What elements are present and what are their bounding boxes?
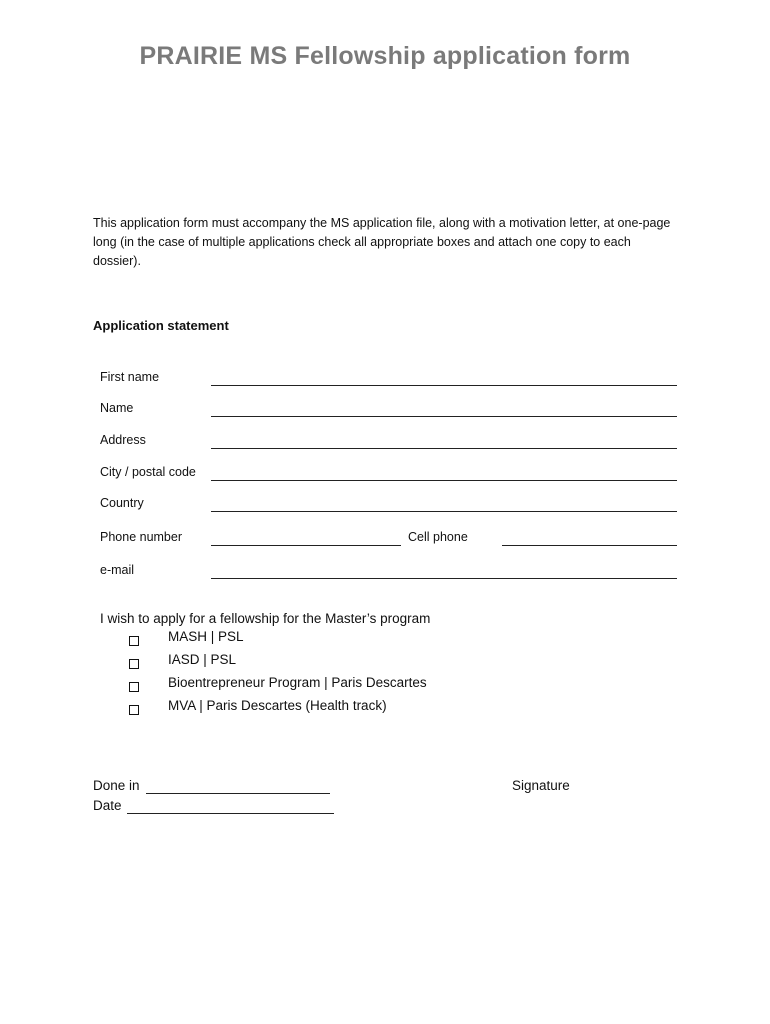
first-name-label: First name xyxy=(100,370,160,384)
programs-intro: I wish to apply for a fellowship for the Master’s program xyxy=(100,611,431,626)
address-label: Address xyxy=(100,433,146,447)
cell-phone-label: Cell phone xyxy=(408,530,468,544)
city-postal-code-field[interactable] xyxy=(211,480,677,481)
address-field[interactable] xyxy=(211,448,677,449)
checkbox-iasd-psl[interactable] xyxy=(129,659,139,669)
name-label: Name xyxy=(100,401,134,415)
phone-number-field[interactable] xyxy=(211,545,401,546)
date-field[interactable] xyxy=(127,813,334,814)
program-label-mash-psl: MASH | PSL xyxy=(168,629,244,644)
intro-paragraph: This application form must accompany the MS application file, along with a motivation letter, at one-page long (in the case of multiple applications check all appropriate boxes and attach one copy to each dossier). xyxy=(93,216,671,268)
done-in-label: Done in xyxy=(93,778,140,793)
section-title-application-statement: Application statement xyxy=(93,318,229,333)
first-name-field[interactable] xyxy=(211,385,677,386)
checkbox-mva-paris-descartes[interactable] xyxy=(129,705,139,715)
country-field[interactable] xyxy=(211,511,677,512)
signature-label: Signature xyxy=(512,778,570,793)
checkbox-mash-psl[interactable] xyxy=(129,636,139,646)
email-label: e-mail xyxy=(100,563,135,577)
program-label-bioentrepreneur: Bioentrepreneur Program | Paris Descartes xyxy=(168,675,427,690)
phone-number-label: Phone number xyxy=(100,530,183,544)
city-postal-code-label: City / postal code xyxy=(100,465,196,479)
date-label: Date xyxy=(93,798,122,813)
country-label: Country xyxy=(100,496,144,510)
cell-phone-field[interactable] xyxy=(502,545,677,546)
program-label-iasd-psl: IASD | PSL xyxy=(168,652,237,667)
program-label-mva-paris-descartes: MVA | Paris Descartes (Health track) xyxy=(168,698,387,713)
email-field[interactable] xyxy=(211,578,677,579)
page-title: PRAIRIE MS Fellowship application form xyxy=(139,42,631,70)
checkbox-bioentrepreneur[interactable] xyxy=(129,682,139,692)
name-field[interactable] xyxy=(211,416,677,417)
done-in-field[interactable] xyxy=(146,793,330,794)
